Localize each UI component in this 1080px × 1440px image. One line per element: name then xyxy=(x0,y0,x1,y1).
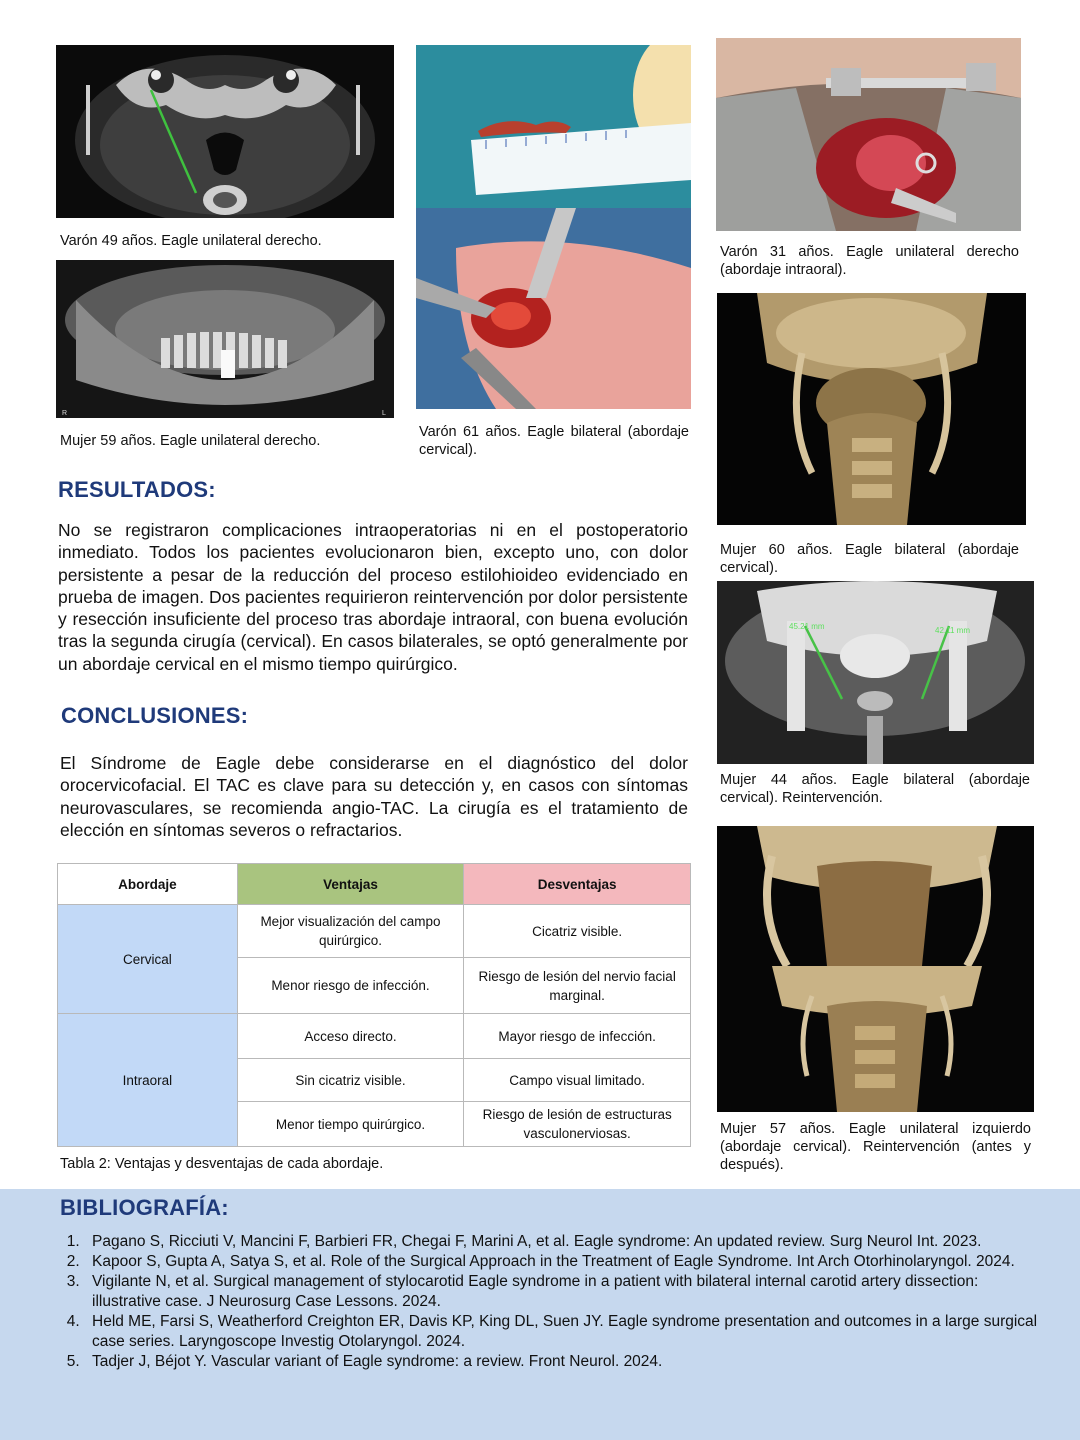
list-item: 1. Pagano S, Ricciuti V, Mancini F, Barbieri FR, Chegai F, Marini A, et al. Eagle syndrome: An updated review. Surg Neurol Int. 2023. xyxy=(84,1232,1044,1252)
ct-left-measure: 45.21 mm xyxy=(789,622,825,631)
xray-left-marker: R xyxy=(62,410,68,417)
header-desventajas: Desventajas xyxy=(464,864,691,905)
ct3d-57-image xyxy=(717,826,1034,1112)
table-cell: Mayor riesgo de infección. xyxy=(464,1014,691,1059)
list-item: 3. Vigilante N, et al. Surgical management of stylocarotid Eagle syndrome in a patient with bilateral internal carotid artery dissection: illustrative case. J Neurosurg Case Lessons. 2024. xyxy=(84,1272,1044,1312)
specimen-ruler-image xyxy=(416,45,691,208)
comparison-table xyxy=(57,863,691,1147)
bibliography-list xyxy=(60,1232,1044,1372)
table-cell: Menor tiempo quirúrgico. xyxy=(237,1102,464,1147)
cervical-surgery-caption: Varón 61 años. Eagle bilateral (abordaje cervical). xyxy=(419,424,689,458)
table-cell: Riesgo de lesión del nervio facial marginal. xyxy=(464,958,691,1014)
conclusiones-heading: CONCLUSIONES: xyxy=(61,703,249,728)
ct3d-60-image xyxy=(717,293,1026,525)
cervical-surgery-image xyxy=(416,208,691,409)
resultados-heading: RESULTADOS: xyxy=(58,477,216,502)
header-abordaje: Abordaje xyxy=(58,864,238,905)
table-cell: Menor riesgo de infección. xyxy=(237,958,464,1014)
ct-coronal-44-image xyxy=(717,581,1034,764)
table-header-row xyxy=(58,864,691,905)
list-item: 5. Tadjer J, Béjot Y. Vascular variant of Eagle syndrome: a review. Front Neurol. 2024. xyxy=(84,1352,1044,1372)
panoramic-xray-image xyxy=(56,260,394,418)
intraoral-surgery-caption: Varón 31 años. Eagle unilateral derecho (abordaje intraoral). xyxy=(720,244,1019,278)
group-cervical: Cervical xyxy=(58,905,238,1014)
xray-right-marker: L xyxy=(382,410,386,417)
ct-coronal-44-caption: Mujer 44 años. Eagle bilateral (abordaje cervical). Reintervención. xyxy=(720,772,1030,806)
ct-axial-image xyxy=(56,45,394,218)
bibliography-section xyxy=(0,1189,1080,1440)
group-intraoral: Intraoral xyxy=(58,1014,238,1147)
resultados-text: No se registraron complicaciones intraoperatorias ni en el postoperatorio inmediato. Todos los pacientes evolucionaron bien, excepto uno, con dolor persistente a pesar de la reducción del proceso estilohioideo evidenciado en prueba de imagen. Dos pacientes requirieron reintervención por dolor persistente y resección insuficiente del proceso tras abordaje intraoral, con buena evolución tras la segunda cirugía (cervical). En casos bilaterales, se optó generalmente por un abordaje cervical en el mismo tiempo quirúrgico. xyxy=(58,520,688,674)
table-cell: Cicatriz visible. xyxy=(464,905,691,958)
ct3d-57-caption: Mujer 57 años. Eagle unilateral izquierdo (abordaje cervical). Reintervención (antes y después). xyxy=(720,1121,1031,1173)
table-row xyxy=(58,1014,691,1059)
panoramic-caption: Mujer 59 años. Eagle unilateral derecho. xyxy=(60,433,321,449)
table-cell: Acceso directo. xyxy=(237,1014,464,1059)
table-cell: Riesgo de lesión de estructuras vasculonerviosas. xyxy=(464,1102,691,1147)
list-item: 2. Kapoor S, Gupta A, Satya S, et al. Role of the Surgical Approach in the Treatment of Eagle Syndrome. Int Arch Otorhinolaryngol. 2024. xyxy=(84,1252,1044,1272)
ct-right-measure: 42.11 mm xyxy=(935,626,970,635)
table-cell: Campo visual limitado. xyxy=(464,1059,691,1102)
bibliografia-heading: BIBLIOGRAFÍA: xyxy=(60,1195,229,1220)
conclusiones-text: El Síndrome de Eagle debe considerarse en el diagnóstico del dolor orocervicofacial. El TAC es clave para su detección y, en casos con síntomas neurovasculares, se recomienda angio-TAC. La cirugía es el tratamiento de elección en síntomas severos o refractarios. xyxy=(60,753,688,840)
ct-axial-caption: Varón 49 años. Eagle unilateral derecho. xyxy=(60,233,322,249)
ct3d-60-caption: Mujer 60 años. Eagle bilateral (abordaje cervical). xyxy=(720,542,1019,576)
table-row xyxy=(58,905,691,958)
intraoral-surgery-image xyxy=(716,38,1021,231)
header-ventajas: Ventajas xyxy=(237,864,464,905)
table-cell: Mejor visualización del campo quirúrgico. xyxy=(237,905,464,958)
table-caption: Tabla 2: Ventajas y desventajas de cada abordaje. xyxy=(60,1156,384,1172)
table-cell: Sin cicatriz visible. xyxy=(237,1059,464,1102)
list-item: 4. Held ME, Farsi S, Weatherford Creighton ER, Davis KP, King DL, Suen JY. Eagle syndrome presentation and outcomes in a large surgical case series. Laryngoscope Investig Otolaryngol. 2024. xyxy=(84,1312,1044,1352)
